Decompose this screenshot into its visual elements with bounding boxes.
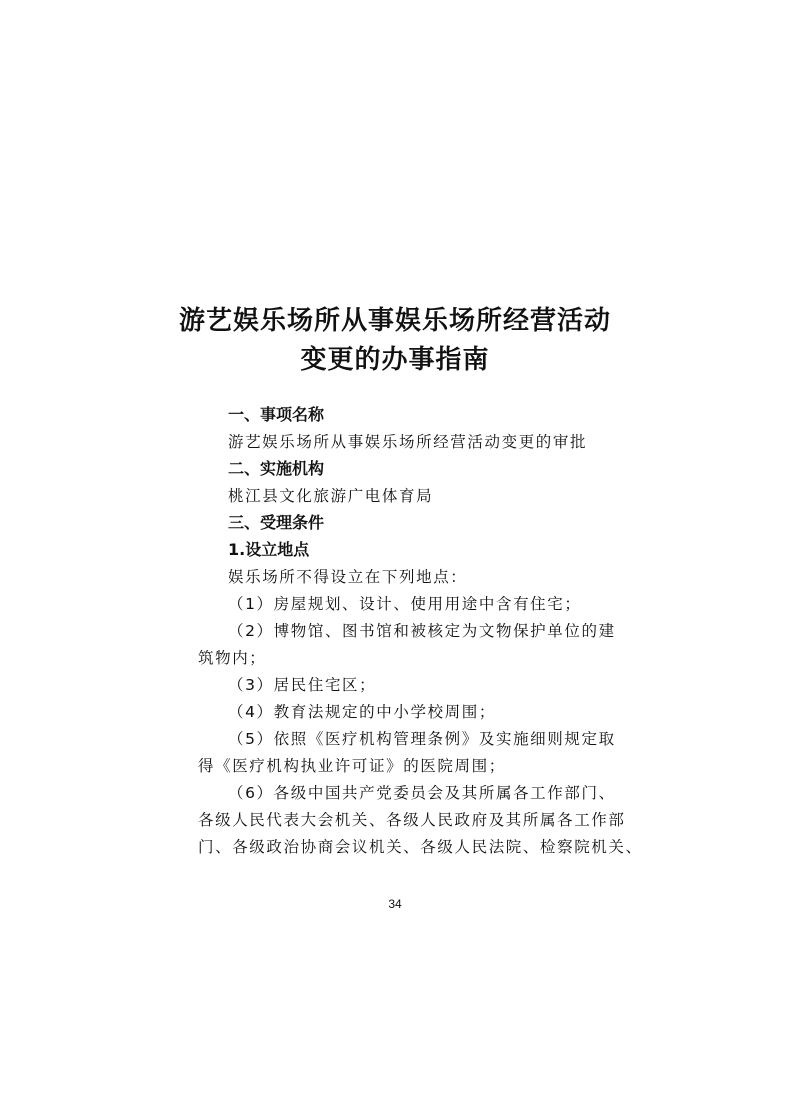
section-1-body: 游艺娱乐场所从事娱乐场所经营活动变更的审批: [228, 433, 588, 451]
list-item-6-line-1: （6）各级中国共产党委员会及其所属各工作部门、: [228, 784, 616, 802]
section-3-heading: 三、受理条件: [228, 513, 325, 532]
list-item-5-line-2: 得《医疗机构执业许可证》的医院周围；: [198, 757, 506, 775]
list-item-1: （1）房屋规划、设计、使用用途中含有住宅；: [228, 595, 582, 613]
list-item-3: （3）居民住宅区；: [228, 676, 377, 694]
list-item-2-line-1: （2）博物馆、图书馆和被核定为文物保护单位的建: [228, 622, 616, 640]
section-2-body: 桃江县文化旅游广电体育局: [228, 487, 434, 505]
list-item-6-line-2: 各级人民代表大会机关、各级人民政府及其所属各工作部: [198, 811, 626, 829]
list-item-6-line-3: 门、各级政治协商会议机关、各级人民法院、检察院机关、: [198, 838, 643, 856]
document-title-line-2: 变更的办事指南: [300, 345, 490, 375]
section-3-intro: 娱乐场所不得设立在下列地点：: [228, 568, 468, 586]
page-number: 34: [388, 897, 402, 911]
list-item-2-line-2: 筑物内；: [198, 649, 267, 667]
list-item-5-line-1: （5）依照《医疗机构管理条例》及实施细则规定取: [228, 730, 616, 748]
section-1-heading: 一、事项名称: [228, 405, 325, 424]
section-2-heading: 二、实施机构: [228, 459, 325, 478]
list-item-4: （4）教育法规定的中小学校周围；: [228, 703, 496, 721]
document-title-line-1: 游艺娱乐场所从事娱乐场所经营活动: [178, 306, 611, 336]
section-3-subheading-1: 1.设立地点: [228, 540, 310, 559]
